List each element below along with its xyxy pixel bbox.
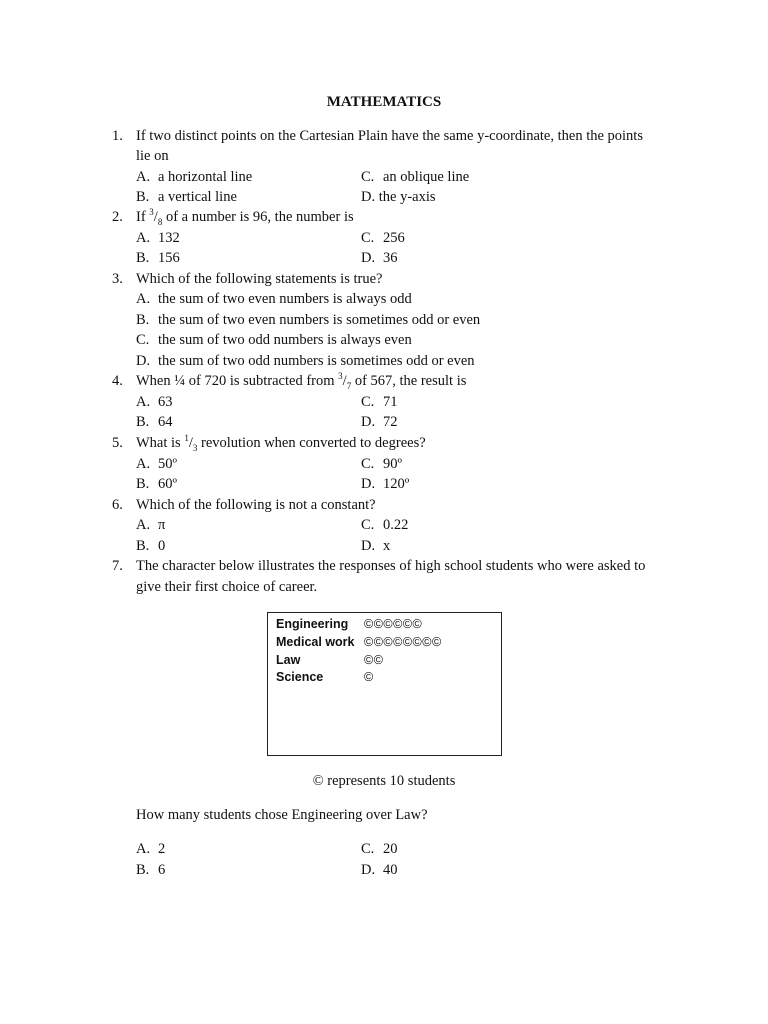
- category-label: Medical work: [276, 635, 355, 649]
- symbols: ©©: [364, 653, 384, 667]
- question-text: Which of the following is not a constant?: [136, 497, 376, 513]
- symbols: ©: [364, 670, 374, 684]
- option-a: A. 50º: [136, 456, 177, 472]
- question-text: If two distinct points on the Cartesian Plain have the same y-coordinate, then the points: [136, 128, 643, 144]
- symbols: ©©©©©©: [364, 617, 423, 631]
- option-c: C. 20: [361, 841, 398, 857]
- question-text: Which of the following statements is true?: [136, 271, 383, 287]
- pictogram-row: [276, 617, 422, 631]
- option-a: A. the sum of two even numbers is always odd: [136, 291, 412, 307]
- question-text: lie on: [136, 148, 169, 164]
- option-b: B. the sum of two even numbers is sometimes odd or even: [136, 312, 481, 328]
- option-d: D. 40: [361, 862, 398, 878]
- symbols: ©©©©©©©©: [364, 635, 442, 649]
- option-b: B. 60º: [136, 476, 177, 492]
- option-c: C. 90º: [361, 456, 402, 472]
- option-d: D. the sum of two odd numbers is sometimes odd or even: [136, 353, 475, 369]
- question-number: 2.: [112, 209, 123, 225]
- option-b: B. 156: [136, 250, 180, 266]
- category-label: Law: [276, 653, 301, 667]
- option-b: B. 6: [136, 862, 166, 878]
- option-a: A. a horizontal line: [136, 169, 253, 185]
- pictogram-row: [276, 635, 442, 649]
- option-c: C. 0.22: [361, 517, 409, 533]
- option-c: C. the sum of two odd numbers is always even: [136, 332, 412, 348]
- question-text: The character below illustrates the responses of high school students who were asked to: [136, 558, 646, 574]
- option-d: D. 36: [361, 250, 398, 266]
- pictogram-row: [276, 653, 383, 667]
- question-number: 1.: [112, 128, 123, 144]
- option-c: C. an oblique line: [361, 169, 470, 185]
- option-d: D. x: [361, 538, 391, 554]
- option-a: A. 63: [136, 394, 173, 410]
- question-number: 7.: [112, 558, 123, 574]
- question-text: give their first choice of career.: [136, 579, 318, 595]
- option-d: D. the y-axis: [361, 189, 436, 205]
- question-text: How many students chose Engineering over Law?: [136, 807, 428, 823]
- question-number: 3.: [112, 271, 123, 287]
- option-b: B. 64: [136, 414, 173, 430]
- question-number: 6.: [112, 497, 123, 513]
- option-a: A. 132: [136, 230, 180, 246]
- option-b: B. 0: [136, 538, 166, 554]
- question-number: 4.: [112, 373, 123, 389]
- question-text: If $^3/_8$ of a number is 96, the number is: [136, 207, 354, 227]
- category-label: Science: [276, 670, 324, 684]
- option-c: C. 71: [361, 394, 398, 410]
- option-d: D. 120º: [361, 476, 410, 492]
- option-d: D. 72: [361, 414, 398, 430]
- option-a: A. 2: [136, 841, 166, 857]
- question-text: When ¼ of 720 is subtracted from $^3/_7$ of 567, the result is: [136, 371, 467, 391]
- pictogram-key: © represents 10 students: [312, 773, 456, 789]
- category-label: Engineering: [276, 617, 349, 631]
- pictogram-row: [276, 670, 374, 684]
- page-title: MATHEMATICS: [326, 94, 442, 110]
- option-b: B. a vertical line: [136, 189, 237, 205]
- pictogram-box: [267, 612, 502, 756]
- option-c: C. 256: [361, 230, 405, 246]
- question-text: What is $^1/_3$ revolution when converted to degrees?: [136, 433, 426, 453]
- option-a: A. π: [136, 517, 166, 533]
- question-number: 5.: [112, 435, 123, 451]
